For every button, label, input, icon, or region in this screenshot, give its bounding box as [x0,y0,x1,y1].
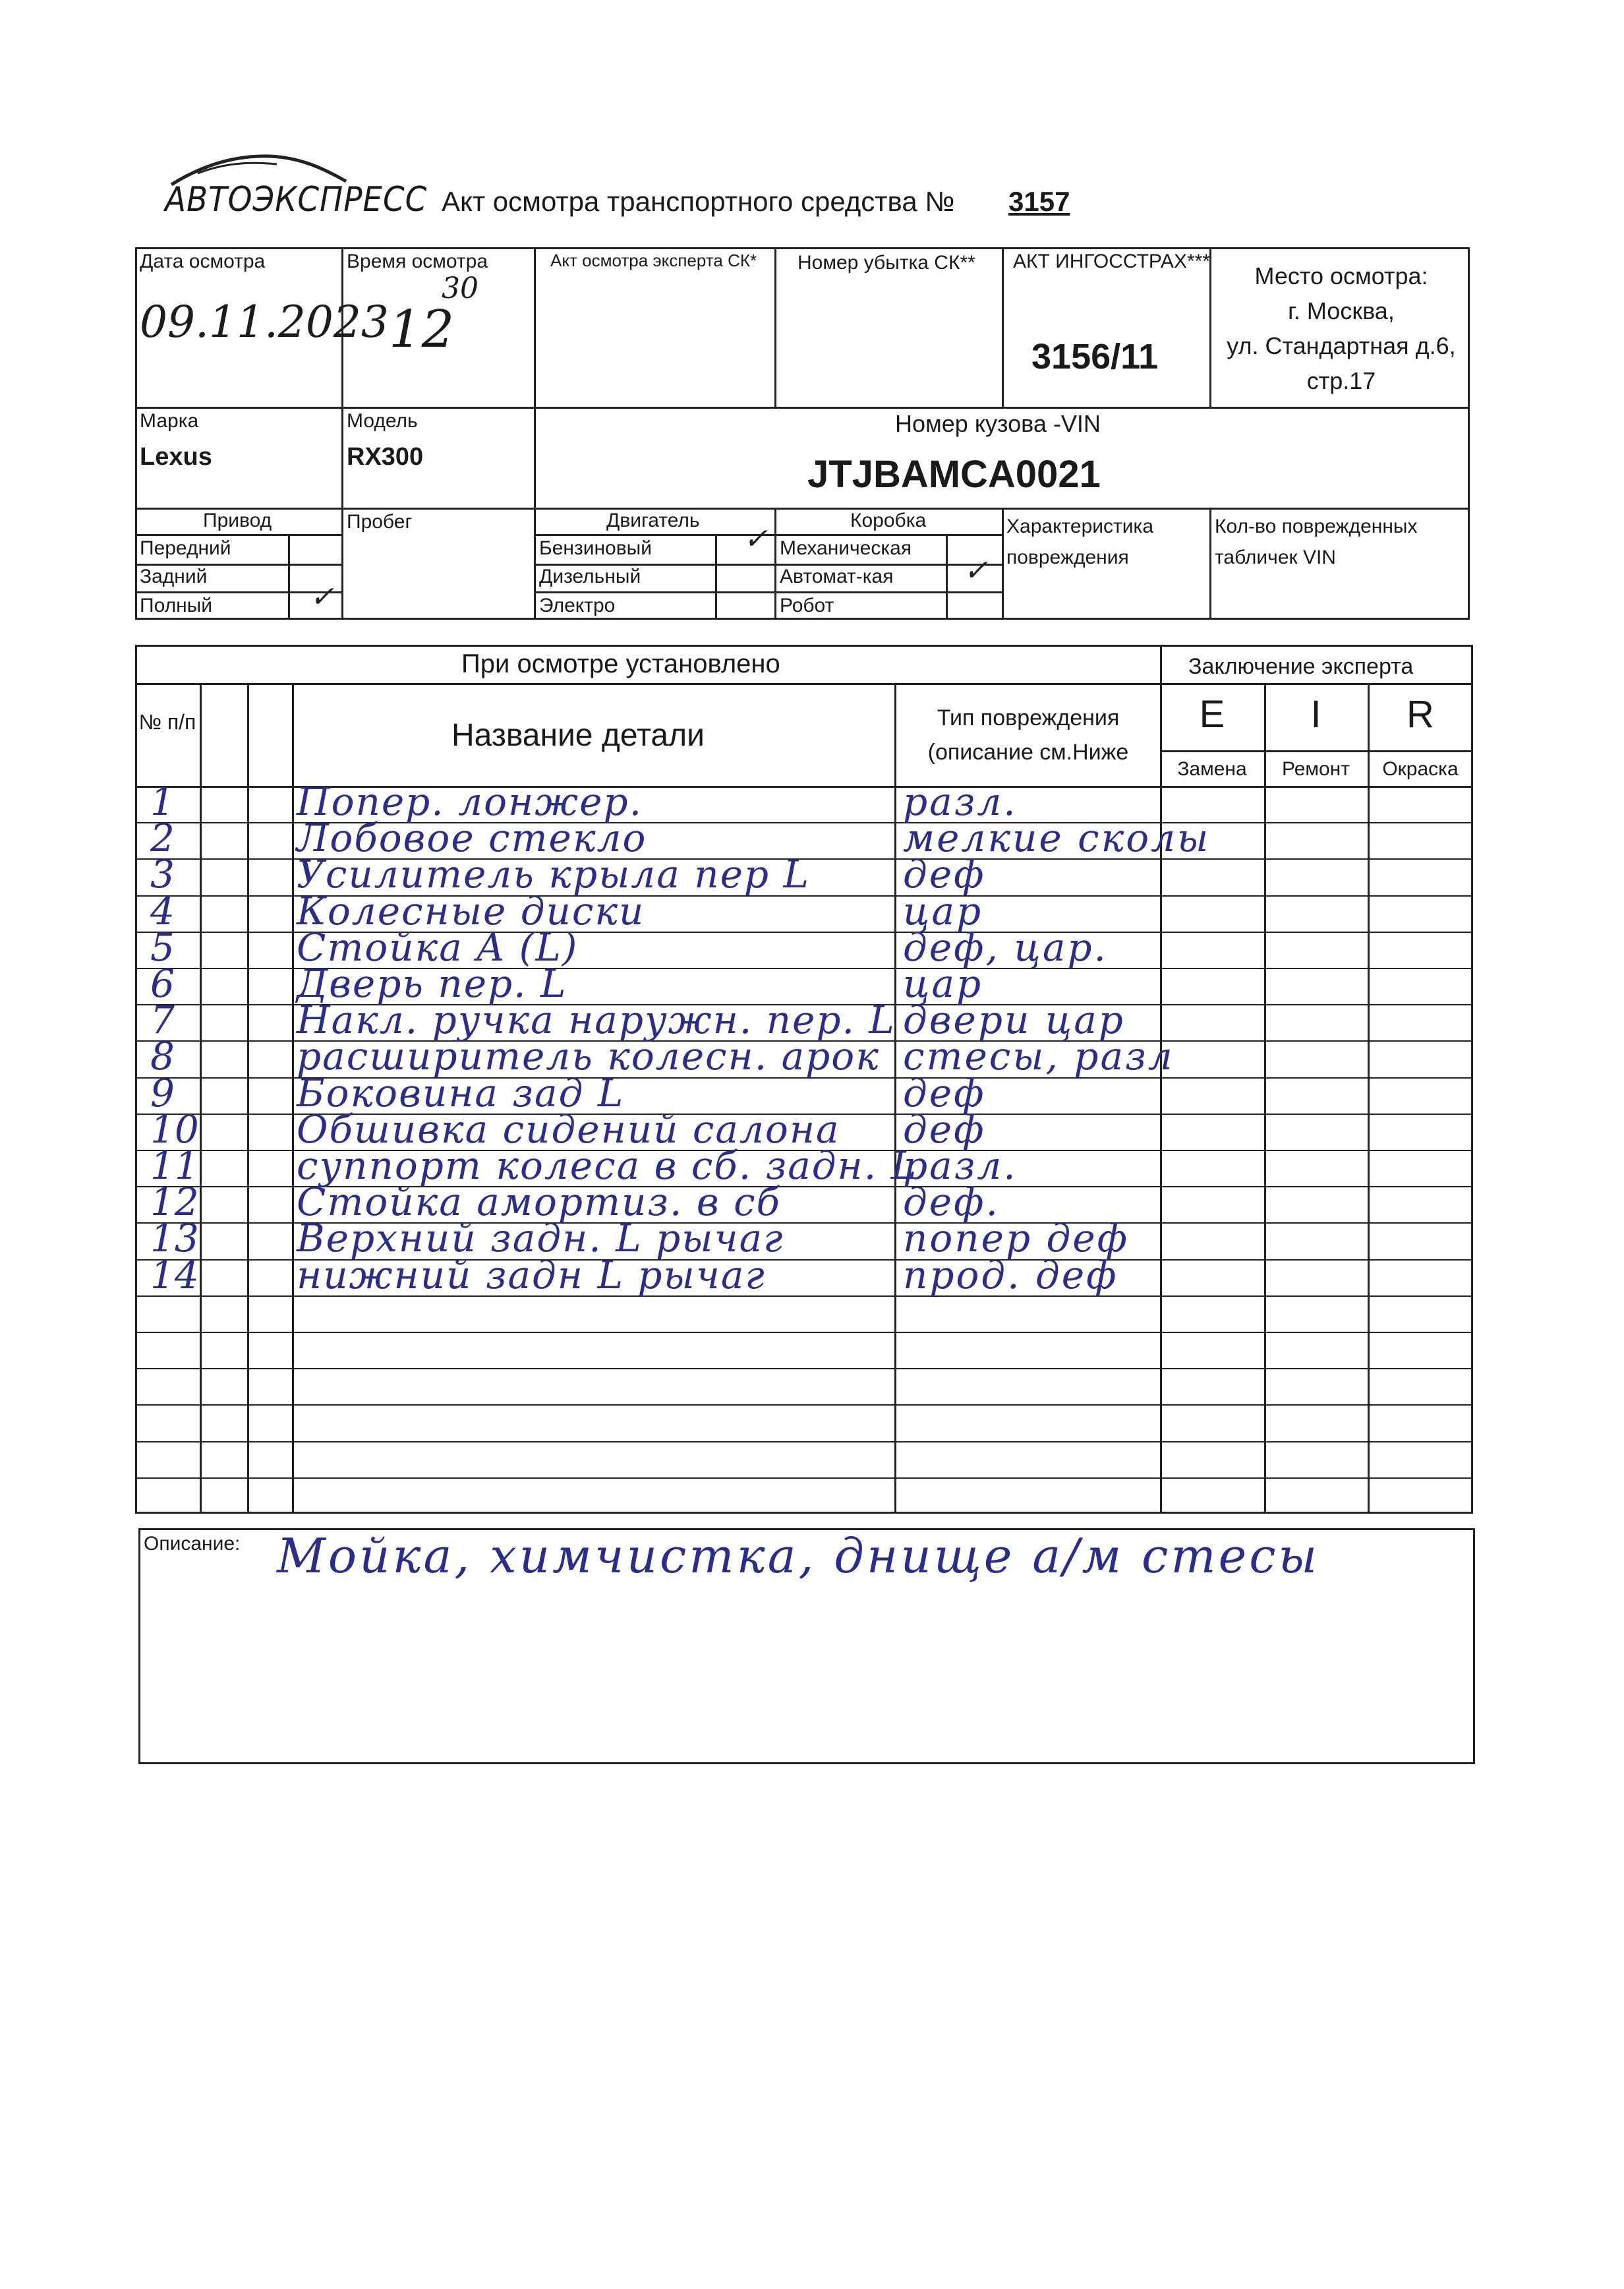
drive-label: Привод [203,510,272,531]
num-header [135,704,200,740]
drive-full-checkmark: ✓ [310,580,334,614]
act-number: 3157 [1008,186,1070,217]
row-damage-type: деф [903,1107,986,1152]
row-damage-type: попер деф [903,1216,1129,1261]
row-damage-type: деф, цар. [903,925,1108,970]
row-damage-type: стесы, разл [903,1034,1174,1079]
row-part-name: Дверь пер. L [297,961,567,1006]
part-header: Название детали [451,718,705,753]
row-part-name: суппорт колеса в сб. задн. L [297,1143,918,1188]
loss-number-label: Номер убытка СК** [798,252,975,274]
place-city: г. Москва, [1288,297,1395,324]
row-number: 5 [150,925,175,970]
row-number: 8 [150,1034,175,1079]
row-part-name: Стойка A (L) [297,925,579,970]
col-e-subheader: Замена [1177,758,1247,780]
brand-label: Марка [140,410,199,432]
vin-plates-label: Кол-во поврежденных табличек VIN [1215,516,1418,568]
established-label: При осмотре установлено [461,649,780,678]
row-number: 11 [150,1143,199,1188]
gearbox-option-auto: Автомат-кая [780,566,894,587]
drive-option-front: Передний [140,537,231,559]
row-damage-type: деф [903,852,986,897]
row-number: 13 [150,1216,199,1261]
col-e-header: E [1199,693,1225,736]
expert-act-label: Акт осмотра эксперта СК* [550,251,757,270]
row-part-name: Верхний задн. L рычаг [297,1216,784,1261]
row-damage-type: цар [903,961,983,1006]
description-text: Мойка, химчистка, днище а/м стесы [277,1528,1320,1584]
place-building: стр.17 [1306,367,1376,394]
date-label: Дата осмотра [140,251,266,272]
damage-char-label: Характеристика повреждения [1006,516,1154,568]
col-r-header: R [1406,693,1434,736]
row-number: 10 [150,1107,199,1152]
model-label: Модель [347,410,418,432]
time-label: Время осмотра [347,251,488,272]
gearbox-auto-checkmark: ✓ [964,554,988,587]
row-damage-type: деф. [903,1179,1000,1224]
row-part-name: Усилитель крыла пер L [297,852,811,897]
row-number: 6 [150,961,175,1006]
row-part-name: Стойка амортиз. в сб [297,1179,781,1224]
place-of-inspection [1213,258,1470,398]
brand-value: Lexus [140,443,212,471]
vin-label: Номер кузова -VIN [895,410,1101,437]
mileage-label: Пробег [347,511,413,533]
damage-type-header: Тип повреждения (описание см.Ниже [927,705,1129,765]
description-label: Описание: [144,1533,241,1555]
col-i-header: I [1310,693,1321,736]
row-damage-type: мелкие сколы [903,816,1211,860]
row-number: 2 [150,816,175,860]
row-number: 7 [150,997,175,1042]
row-number: 4 [150,889,175,934]
row-damage-type: цар [903,889,983,934]
gearbox-label: Коробка [850,510,927,531]
row-number: 1 [150,779,175,824]
row-part-name: Лобовое стекло [297,816,647,860]
engine-option-diesel: Дизельный [539,566,641,587]
vin-value: JTJBAMCA0021 [807,453,1101,496]
logo-text: АВТОЭКСПРЕСС [165,180,428,220]
time-hours: 12 [389,300,455,359]
row-damage-type: двери цар [903,997,1125,1042]
row-part-name: Боковина зад L [297,1071,625,1115]
company-logo [158,148,428,221]
place-street: ул. Стандартная д.6, [1227,332,1456,359]
col-i-subheader: Ремонт [1282,758,1350,780]
row-damage-type: разл. [903,779,1018,824]
conclusion-label: Заключение эксперта [1188,654,1414,679]
col-r-subheader: Окраска [1382,758,1459,780]
row-damage-type: разл. [903,1143,1018,1188]
engine-petrol-checkmark: ✓ [743,522,768,556]
row-part-name: Попер. лонжер. [297,779,643,824]
row-part-name: Обшивка сидений салона [297,1107,840,1152]
row-damage-type: деф [903,1071,986,1115]
gearbox-option-manual: Механическая [780,537,912,559]
place-label: Место осмотра: [1254,262,1428,289]
time-minutes: 30 [442,272,478,305]
page-title: Акт осмотра транспортного средства № [442,186,955,217]
row-part-name: нижний задн L рычаг [297,1253,766,1297]
row-number: 12 [150,1179,199,1224]
engine-option-petrol: Бензиновый [539,537,652,559]
row-part-name: Накл. ручка наружн. пер. L [297,997,896,1042]
num-header-label: № п/п [138,710,196,734]
gearbox-option-robot: Робот [780,595,834,616]
row-part-name: Колесные диски [297,889,645,934]
model-value: RX300 [347,443,424,471]
row-number: 3 [150,852,175,897]
ingos-value: 3156/11 [1031,337,1159,376]
drive-option-rear: Задний [140,566,208,587]
date-value: 09.11.2023 [140,297,389,347]
row-number: 9 [150,1071,175,1115]
ingos-label: АКТ ИНГОССТРАХ*** [1013,251,1210,272]
row-damage-type: прод. деф [903,1253,1118,1297]
row-part-name: расширитель колесн. арок [297,1034,880,1079]
engine-option-electric: Электро [539,595,616,616]
drive-option-full: Полный [140,595,212,616]
row-number: 14 [150,1253,199,1297]
engine-label: Двигатель [606,510,700,531]
